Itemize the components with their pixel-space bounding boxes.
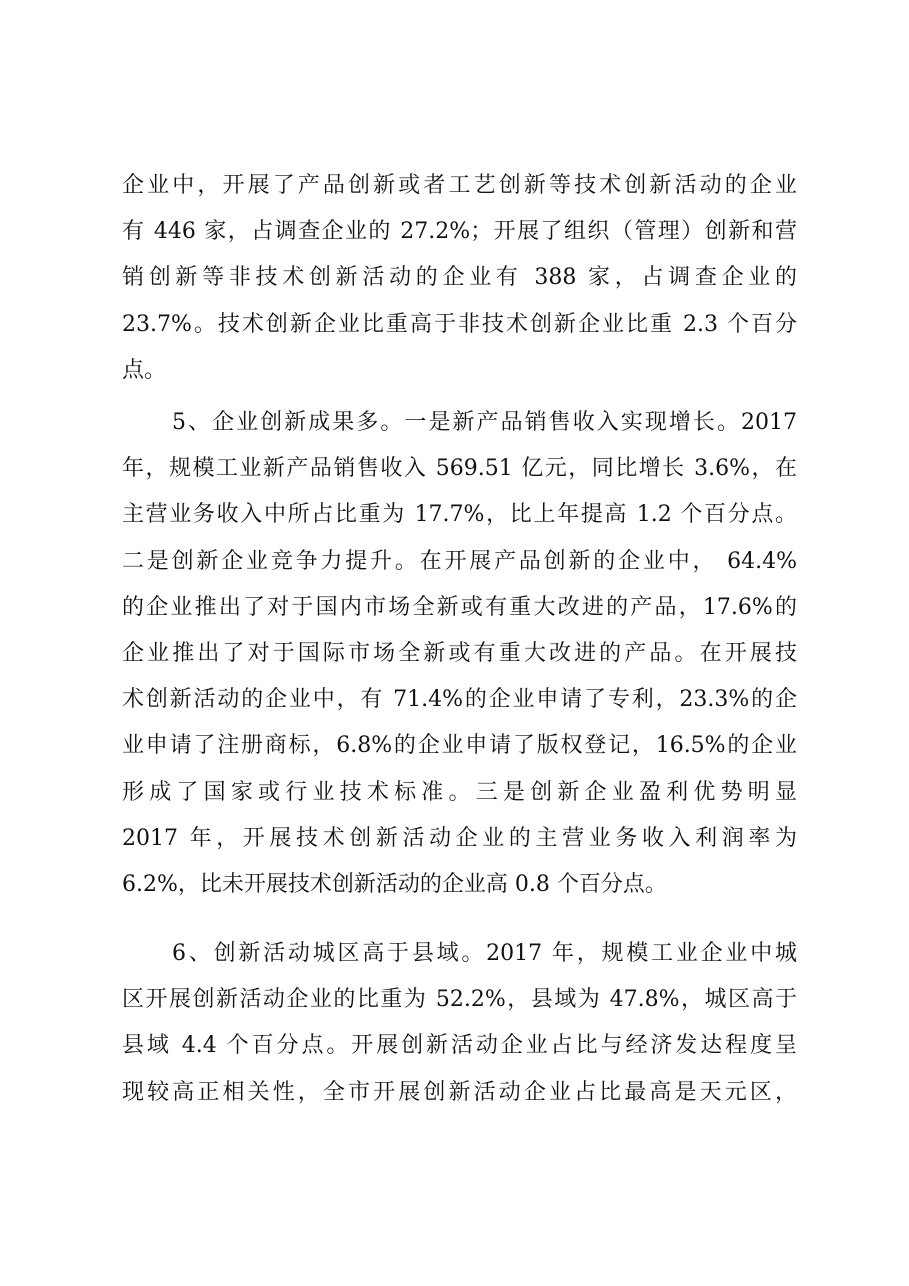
text-line: 6、创新活动城区高于县域。2017 年，规模工业企业中城	[172, 941, 797, 966]
text-line: 的企业推出了对于国内市场全新或有重大改进的产品，17.6%的	[122, 594, 797, 620]
text-line: 形成了国家或行业技术标准。三是创新企业盈利优势明显	[122, 779, 797, 805]
text-line: 企业推出了对于国际市场全新或有重大改进的产品。在开展技	[122, 640, 797, 666]
text-line: 5、企业创新成果多。一是新产品销售收入实现增长。2017	[172, 410, 797, 435]
text-line: 6.2%，比未开展技术创新活动的企业高 0.8 个百分点。	[122, 871, 667, 897]
text-line: 销创新等非技术创新活动的企业有 388 家，占调查企业的	[122, 265, 797, 291]
text-line: 县域 4.4 个百分点。开展创新活动企业占比与经济发达程度呈	[122, 1033, 797, 1059]
text-line: 企业中，开展了产品创新或者工艺创新等技术创新活动的企业	[122, 173, 797, 198]
paragraph-3	[122, 931, 797, 1116]
text-line: 2017 年，开展技术创新活动企业的主营业务收入利润率为	[122, 825, 797, 851]
text-line: 业申请了注册商标，6.8%的企业申请了版权登记，16.5%的企业	[122, 733, 797, 759]
text-line: 23.7%。技术创新企业比重高于非技术创新企业比重 2.3 个百分	[122, 311, 797, 337]
text-line: 现较高正相关性，全市开展创新活动企业占比最高是天元区，	[122, 1079, 797, 1105]
text-line: 有 446 家，占调查企业的 27.2%；开展了组织（管理）创新和营	[122, 219, 797, 245]
paragraph-1	[122, 163, 797, 394]
text-line: 年，规模工业新产品销售收入 569.51 亿元，同比增长 3.6%，在	[122, 456, 797, 482]
text-line: 二是创新企业竞争力提升。在开展产品创新的企业中， 64.4%	[122, 548, 797, 574]
text-line: 区开展创新活动企业的比重为 52.2%，县域为 47.8%，城区高于	[122, 987, 797, 1013]
text-line: 点。	[122, 357, 167, 383]
paragraph-2	[122, 400, 797, 908]
text-line: 术创新活动的企业中，有 71.4%的企业申请了专利，23.3%的企	[122, 687, 797, 713]
text-line: 主营业务收入中所占比重为 17.7%，比上年提高 1.2 个百分点。	[122, 502, 797, 528]
